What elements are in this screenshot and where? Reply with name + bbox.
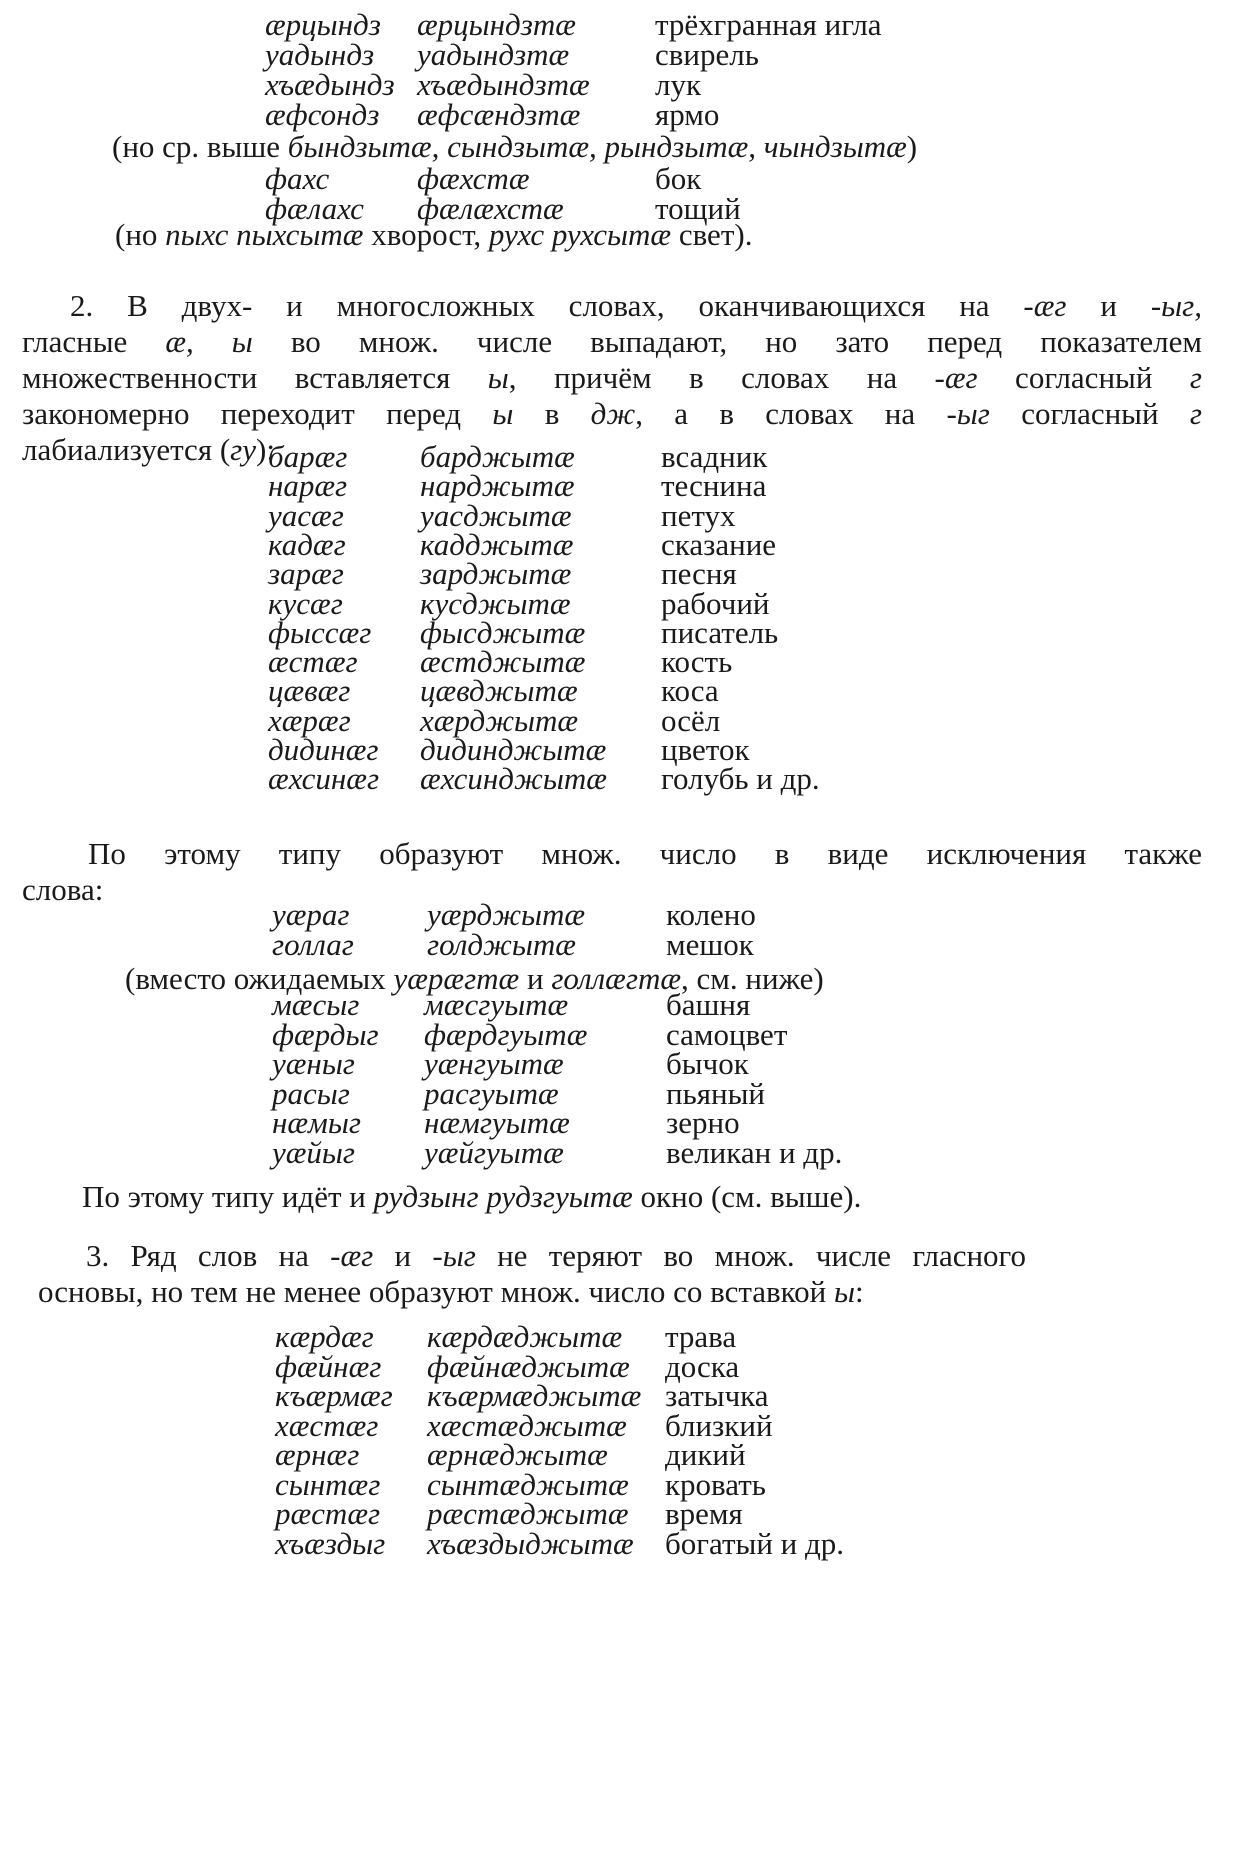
plural-form: хъӕздыджытӕ xyxy=(427,1525,634,1561)
plural-form: фысджытӕ xyxy=(420,614,586,650)
translation: коса xyxy=(661,673,719,709)
plural-form: уӕнгуытӕ xyxy=(424,1046,564,1081)
singular-form: къӕрмӕг xyxy=(275,1378,393,1413)
singular-form: нарӕг xyxy=(268,468,348,504)
plural-form: уасджытӕ xyxy=(420,497,572,533)
singular-form: хӕстӕг xyxy=(275,1407,379,1443)
translation: писатель xyxy=(661,614,779,650)
translation: башня xyxy=(666,987,751,1022)
plural-form: къӕрмӕджытӕ xyxy=(427,1378,642,1413)
singular-form: ӕрцындз xyxy=(265,7,381,42)
translation: зерно xyxy=(666,1105,740,1140)
note-1-prefix: (но ср. выше xyxy=(112,129,288,164)
singular-form: фӕрдыг xyxy=(272,1016,379,1052)
plural-form: ӕрнӕджытӕ xyxy=(427,1437,608,1472)
plural-form: фӕлӕхстӕ xyxy=(417,191,564,226)
translation: ярмо xyxy=(655,97,720,132)
singular-form: уасӕг xyxy=(268,497,344,533)
singular-form: кусӕг xyxy=(268,585,343,621)
translation: великан и др. xyxy=(666,1134,843,1170)
paragraph-5: 3. Ряд слов на -ӕг и -ыг не теряют во множ. числе гласного основы, но тем не менее образуют множ. число со вставкой ы: xyxy=(38,1238,1027,1309)
plural-form: уадындзтӕ xyxy=(417,37,570,72)
translation: колено xyxy=(666,897,756,932)
translation: доска xyxy=(665,1348,740,1384)
singular-form: сынтӕг xyxy=(275,1466,381,1502)
singular-form: нӕмыг xyxy=(272,1105,361,1140)
plural-form: хӕстӕджытӕ xyxy=(427,1407,627,1443)
translation: богатый и др. xyxy=(665,1525,845,1561)
plural-form: хъӕдындзтӕ xyxy=(417,67,590,102)
translation: бычок xyxy=(666,1046,749,1081)
plural-form: голджытӕ xyxy=(427,927,576,962)
note-1-suffix: ) xyxy=(906,129,918,164)
translation: теснина xyxy=(661,468,767,504)
translation: мешок xyxy=(666,927,754,962)
singular-form: ӕстӕг xyxy=(268,644,358,680)
plural-form: хӕрджытӕ xyxy=(420,702,579,738)
translation: цветок xyxy=(661,732,750,767)
translation: пьяный xyxy=(666,1075,765,1111)
translation: затычка xyxy=(665,1378,769,1413)
translation: кровать xyxy=(665,1466,766,1502)
singular-form: расыг xyxy=(272,1075,350,1111)
singular-form: хӕрӕг xyxy=(268,702,351,738)
singular-form: уӕныг xyxy=(272,1046,355,1081)
singular-form: фахс xyxy=(265,161,330,196)
translation: дикий xyxy=(665,1437,746,1472)
note-1 xyxy=(112,130,917,164)
translation: всадник xyxy=(661,439,768,474)
singular-form: цӕвӕг xyxy=(268,673,351,709)
plural-form: дидинджытӕ xyxy=(420,732,607,767)
translation: близкий xyxy=(665,1407,773,1443)
translation: свирель xyxy=(655,37,759,72)
singular-form: зарӕг xyxy=(268,556,344,592)
plural-form: рӕстӕджытӕ xyxy=(427,1496,629,1531)
translation: песня xyxy=(661,556,737,592)
translation: трава xyxy=(665,1319,737,1354)
plural-form: фӕйнӕджытӕ xyxy=(427,1348,630,1384)
singular-form: кӕрдӕг xyxy=(275,1319,374,1354)
plural-form: фӕхстӕ xyxy=(417,161,530,196)
plural-form: расгуытӕ xyxy=(424,1075,559,1111)
plural-form: нарджытӕ xyxy=(420,468,575,504)
translation: осёл xyxy=(661,702,721,738)
plural-form: мӕсгуытӕ xyxy=(424,987,569,1022)
plural-form: ӕстджытӕ xyxy=(420,644,586,680)
singular-form: мӕсыг xyxy=(272,987,360,1022)
translation: тощий xyxy=(655,191,741,226)
translation: кость xyxy=(661,644,733,680)
translation: сказание xyxy=(661,526,777,562)
paragraph-4: По этому типу идёт и рудзынг рудзгуытӕ окно (см. выше). xyxy=(82,1179,862,1214)
singular-form: фӕйнӕг xyxy=(275,1348,382,1384)
note-2: (но пыхс пыхсытӕ хворост, рухс рухсытӕ свет). xyxy=(115,217,753,252)
plural-form: кӕрдӕджытӕ xyxy=(427,1319,623,1354)
translation: петух xyxy=(661,497,736,533)
paragraph-2: 2. В двух- и многосложных словах, оканчивающихся на -ӕг и -ыг, гласные ӕ, ы во множ. числе выпадают, но зато перед показателем множественности вставляется ы, причём в словах на -ӕг согласный г закономерно переходит перед ы в дж, а в словах на -ыг согласный г лабиализуется (гу): xyxy=(22,288,1203,467)
singular-form: фӕлахс xyxy=(265,191,364,226)
singular-form: ӕрнӕг xyxy=(275,1437,360,1472)
plural-form: зарджытӕ xyxy=(420,556,572,592)
singular-form: хъӕдындз xyxy=(265,67,395,102)
translation: трёхгранная игла xyxy=(655,7,882,42)
singular-form: рӕстӕг xyxy=(275,1496,381,1531)
singular-form: дидинӕг xyxy=(268,732,379,767)
singular-form: уӕраг xyxy=(272,897,350,932)
plural-form: уӕрджытӕ xyxy=(427,897,586,932)
singular-form: уадындз xyxy=(265,37,375,72)
paragraph-3: По этому типу образуют множ. число в виде исключения также слова: xyxy=(22,836,1202,907)
plural-form: сынтӕджытӕ xyxy=(427,1466,629,1502)
singular-form: уӕйыг xyxy=(272,1134,356,1170)
plural-form: кусджытӕ xyxy=(420,585,571,621)
plural-form: цӕвджытӕ xyxy=(420,673,578,709)
plural-form: нӕмгуытӕ xyxy=(424,1105,570,1140)
plural-form: барджытӕ xyxy=(420,439,575,474)
plural-form: кадджытӕ xyxy=(420,526,574,562)
translation: лук xyxy=(655,67,702,102)
plural-form: ӕхсинджытӕ xyxy=(420,761,607,797)
singular-form: ӕфсондз xyxy=(265,97,380,132)
plural-form: фӕрдгуытӕ xyxy=(424,1016,588,1052)
translation: бок xyxy=(655,161,702,196)
singular-form: фыссӕг xyxy=(268,614,372,650)
singular-form: ӕхсинӕг xyxy=(268,761,380,797)
translation: самоцвет xyxy=(666,1016,788,1052)
note-1-words: бындзытӕ, сындзытӕ, рындзытӕ, чындзытӕ xyxy=(287,129,907,164)
plural-form: уӕйгуытӕ xyxy=(424,1134,564,1170)
plural-form: ӕфсӕндзтӕ xyxy=(417,97,581,132)
plural-form: ӕрцындзтӕ xyxy=(417,7,576,42)
translation: рабочий xyxy=(661,585,770,621)
note-3: (вместо ожидаемых уӕрӕгтӕ и голлӕгтӕ, см. ниже) xyxy=(125,961,824,996)
singular-form: хъӕздыг xyxy=(275,1525,386,1561)
singular-form: кадӕг xyxy=(268,526,346,562)
singular-form: барӕг xyxy=(268,439,348,474)
singular-form: голлаг xyxy=(272,927,354,962)
translation: голубь и др. xyxy=(661,761,820,797)
translation: время xyxy=(665,1496,743,1531)
